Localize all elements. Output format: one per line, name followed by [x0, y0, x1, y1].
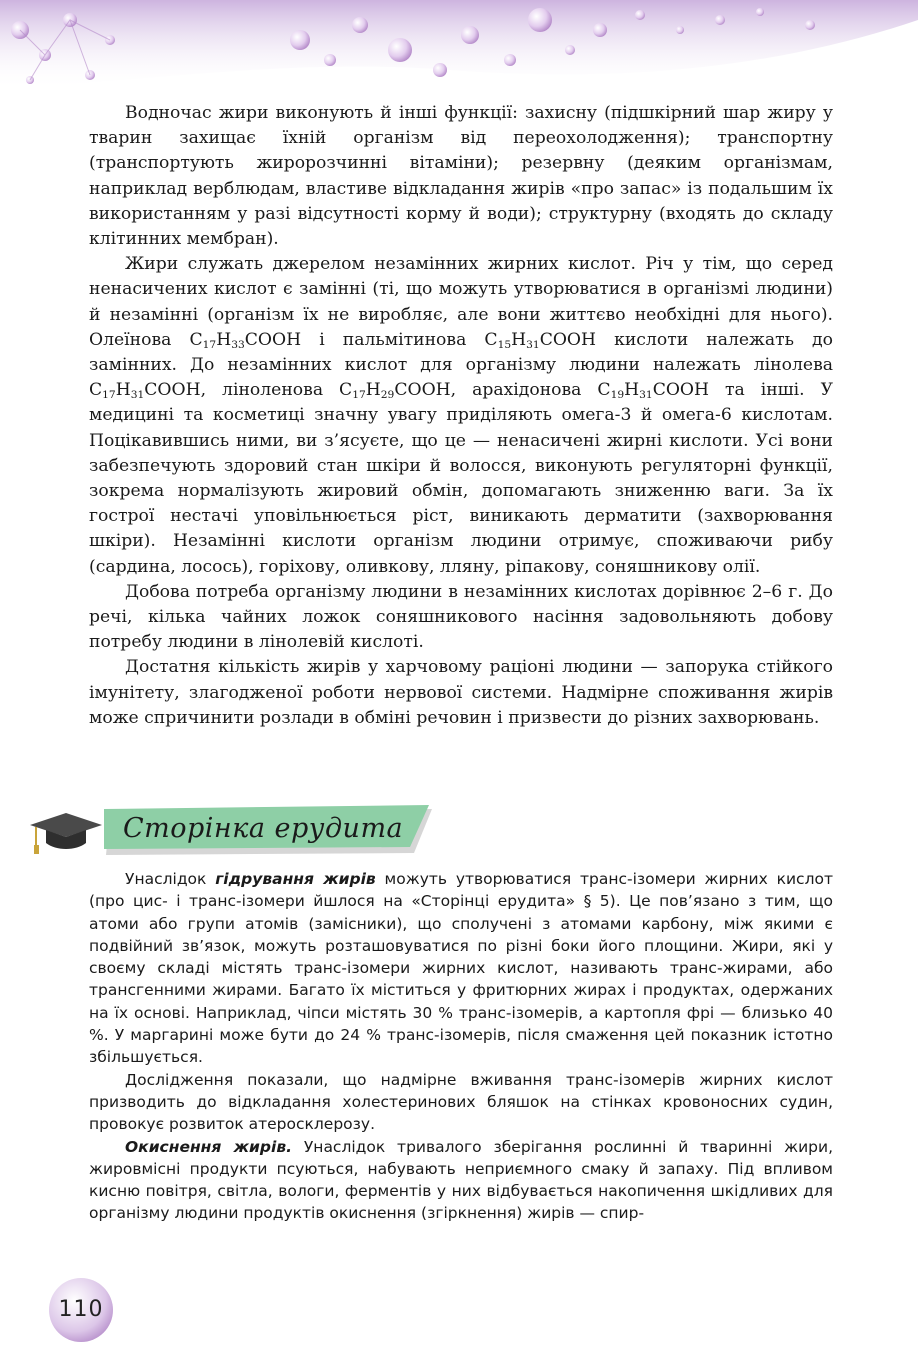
subscript: 31 [639, 388, 653, 402]
subscript: 31 [130, 388, 145, 402]
text-run: можуть утворюватися транс-ізомери жирних кислот (про цис- і транс-ізомери йшлося на «Сторінці ерудита» § 5). Це пов’язано з тим, що атоми або групи атомів (замісники), що сполучені з атомами карбону, між якими є подвійний зв’язок, можуть розташовуватися по різні боки його площини. Жири, які у своєму складі містять транс-ізомери жирних кислот, називають транс-жирами, або трансгенними жирами. Багато їх міститься у фритюрних жирах і продуктах, одержаних на їх основі. Наприклад, чіпси містять 30 % транс-ізомерів, а картопля фрі — близько 40 %. У маргарині може бути до 24 % транс-ізомерів, після смаження цей показник істотно збільшується. [89, 870, 833, 1067]
paragraph [89, 101, 833, 252]
paragraph [89, 1136, 833, 1225]
subscript: 33 [231, 338, 245, 352]
text-run: COOH та інші. У медицині та косметиці значну увагу приділяють омега-3 й омега-6 кислотам. Поцікавившись ними, ви з’ясуєте, що це — ненасичені жирні кислоти. Усі вони забезпечують здоровий стан шкіри й волосся, виконують регуляторні функції, зокрема нормалізують жировий обмін, допомагають зниженню ваги. За їх гострої нестачі уповільнюється ріст, виникають дерматити (захворювання шкіри). Незамінні кислоти організм людини отримує, споживаючи рибу (сардина, лосось), горіхову, оливкову, лляну, ріпакову, соняшникову олії. [89, 380, 833, 577]
text-run: H [216, 329, 232, 350]
text-run: COOH, ліноленова C [144, 380, 353, 401]
text-run: Добова потреба організму людини в незамінних кислотах дорівнює 2–6 г. До речі, кілька чайних ложок соняшникового насіння задовольняють добову потребу людини в лінолевій кислоті. [89, 581, 833, 653]
text-run: COOH кислоти належать до замінних. До незамінних кислот для організму людини належать лінолева C [89, 329, 833, 401]
erudite-text [89, 868, 833, 1225]
main-text [89, 101, 833, 731]
bold-term: Окиснення жирів. [125, 1137, 293, 1156]
bold-term: гідрування жирів [215, 870, 376, 888]
graduation-cap-icon [28, 805, 104, 857]
erudite-section-header [28, 805, 438, 857]
text-run: H [115, 380, 131, 401]
bubbles-decoration [0, 0, 918, 110]
text-run: Унаслідок [125, 870, 216, 888]
paragraph [89, 252, 833, 580]
text-run: H [511, 329, 527, 350]
text-run: H [624, 380, 640, 401]
page-number: 110 [58, 1297, 104, 1322]
paragraph [89, 655, 833, 731]
text-run: H [365, 380, 381, 401]
text-run: COOH, арахідонова C [394, 380, 611, 401]
paragraph [89, 580, 833, 656]
text-run: Дослідження показали, що надмірне вживання транс-ізомерів жирних кислот призводить до відкладання холестеринових бляшок на стінках кровоносних судин, провокує розвиток атеросклерозу. [89, 1070, 833, 1134]
subscript: 31 [526, 338, 540, 352]
subscript: 17 [202, 338, 217, 352]
paragraph [89, 1069, 833, 1136]
text-run: Жири служать джерелом незамінних жирних кислот. Річ у тім, що серед ненасичених кислот є замінні (ті, що можуть утворюватися в організмі людини) й незамінні (організм їх не виробляє, але вони життєво необхідні для нього). Олеїнова C [89, 254, 833, 350]
subscript: 19 [610, 388, 625, 402]
subscript: 17 [102, 388, 116, 402]
text-run: COOH і пальмітинова C [244, 329, 498, 350]
subscript: 29 [380, 388, 395, 402]
header-decoration [0, 0, 918, 110]
paragraph [89, 868, 833, 1069]
text-run: Водночас жири виконують й інші функції: захисну (підшкірний шар жиру у тварин захищає їхній організм від переохолодження); транспортну (транспортують жиророзчинні вітаміни); резервну (деяким організмам, наприклад верблюдам, властиве відкладання жирів «про запас» із подальшим їх використанням у разі відсутності корму й води); структурну (входять до складу клітинних мембран). [89, 103, 833, 250]
section-title: Сторінка ерудита [123, 813, 404, 844]
subscript: 17 [352, 388, 366, 402]
text-run: Достатня кількість жирів у харчовому раціоні людини — запорука стійкого імунітету, злагодженої роботи нервової системи. Надмірне споживання жирів може спричинити розлади в обміні речовин і призвести до різних захворювань. [89, 657, 833, 728]
subscript: 15 [497, 338, 512, 352]
text-run: Унаслідок тривалого зберігання рослинні й тваринні жири, жировмісні продукти псуються, набувають неприємного смаку й запаху. Під впливом кисню повітря, світла, вологи, ферментів у них відбувається накопичення шкідливих для організму людини продуктів окиснення (згіркнення) жирів — спир- [89, 1137, 834, 1223]
